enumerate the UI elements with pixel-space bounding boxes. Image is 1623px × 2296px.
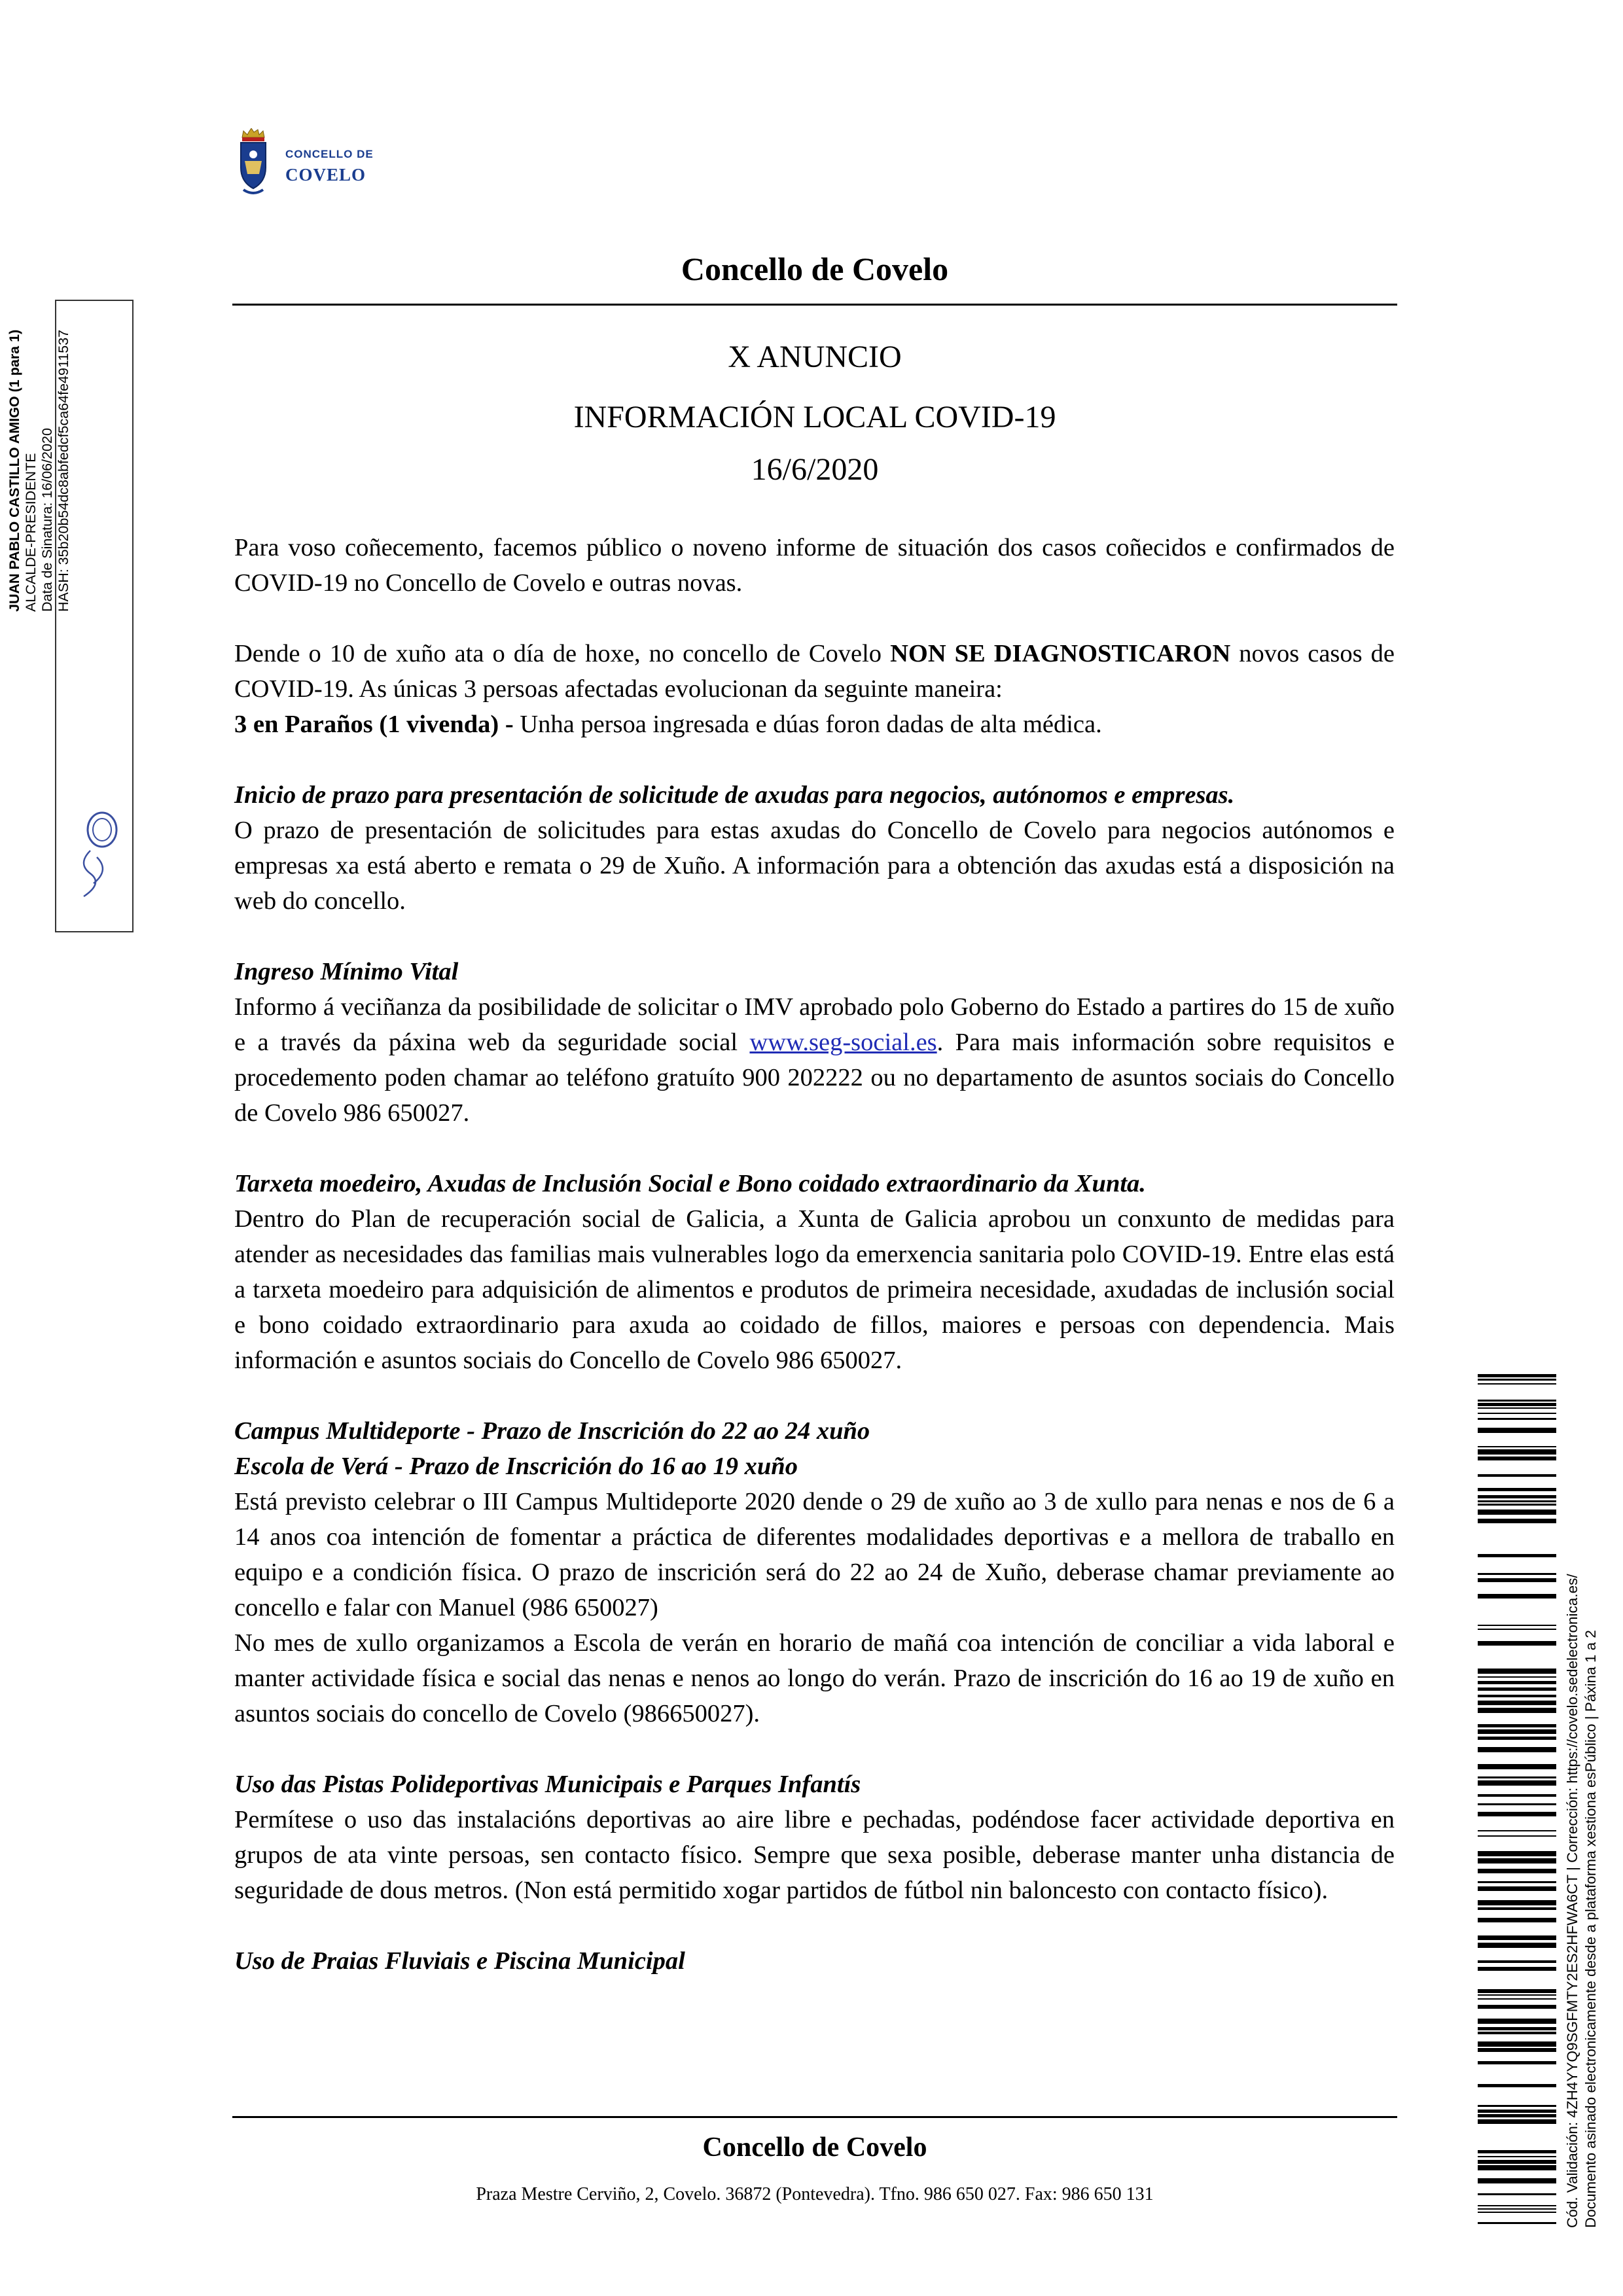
section-text-pistas: Permítese o uso das instalacións deportivas ao aire libre e pechadas, podéndose facer actividade deportiva en grupos de ata vinte persoas, sen contacto físico. Sempre que sexa posible, deberase manter unha distancia de seguridade de dous metros. (Non está permitido xogar partidos de fútbol nin baloncesto con contacto físico). [234, 1806, 1395, 1904]
section-text-axudas: O prazo de presentación de solicitudes para estas axudas do Concello de Covelo para negocios autónomos e empresas xa está aberto e remata o 29 de Xuño. A información para a obtención das axudas está a disposición na web do concello. [234, 817, 1395, 915]
section-heading-imv: Ingreso Mínimo Vital [234, 958, 459, 985]
document-body [234, 530, 1395, 1979]
announcement-number: X ANUNCIO [728, 340, 902, 374]
signature-details [7, 23, 72, 612]
footer-title: Concello de Covelo [702, 2132, 927, 2163]
signature-date: Data de Sinatura: 16/06/2020 [39, 428, 55, 612]
validation-barcode [1478, 1374, 1556, 2225]
signature-stamp-icon [71, 811, 123, 910]
section-heading-campus: Campus Multideporte - Prazo de Inscrición do 22 ao 24 xuño [234, 1417, 870, 1445]
intro-paragraph: Para voso coñecemento, facemos público o noveno informe de situación dos casos coñecidos e confirmados de COVID-19 no Concello de Covelo e outras novas. [234, 534, 1395, 597]
footer-address: Praza Mestre Cerviño, 2, Covelo. 36872 (Pontevedra). Tfno. 986 650 027. Fax: 986 650 131 [476, 2184, 1154, 2204]
section-heading-escola: Escola de Verá - Prazo de Inscrición do 16 ao 19 xuño [234, 1453, 798, 1480]
logo-text-covelo: COVELO [285, 165, 366, 185]
imv-text-post: . Para mais información sobre requisitos e procedemento poden chamar ao teléfono gratuíto 900 202222 ou no departamento de asuntos sociais do Concello de Covelo 986 650027. [234, 1029, 1395, 1127]
status-text-pre: Dende o 10 de xuño ata o día de hoxe, no concello de Covelo [234, 640, 891, 667]
announcement-date: 16/6/2020 [751, 452, 879, 487]
footer-rule [232, 2116, 1397, 2118]
logo-text-concello: CONCELLO DE [285, 148, 374, 160]
status-text-post: novos casos de COVID-19. As únicas 3 persoas afectadas evolucionan da seguinte maneira: [234, 640, 1395, 703]
section-heading-tarxeta: Tarxeta moedeiro, Axudas de Inclusión Social e Bono coidado extraordinario da Xunta. [234, 1170, 1146, 1197]
header-title: Concello de Covelo [681, 251, 949, 287]
status-detail-text: Unha persoa ingresada e dúas foron dadas de alta médica. [513, 711, 1102, 738]
coat-of-arms-icon [241, 128, 266, 193]
status-detail [234, 707, 1395, 742]
signature-hash: HASH: 35b20b54dc8abfedcf5ca64fe4911537 [56, 329, 71, 612]
status-detail-bold: 3 en Paraños (1 vivenda) - [234, 711, 514, 738]
section-heading-axudas: Inicio de prazo para presentación de solicitude de axudas para negocios, autónomos e empresas. [234, 781, 1235, 809]
section-text-campus: Está previsto celebrar o III Campus Multideporte 2020 dende o 29 de xuño ao 3 de xullo para nenas e nos de 6 a 14 anos coa intención de fomentar a práctica de diferentes modalidades deportivas e a mellora de traballo en equipo e a condición física. O prazo de inscrición será do 22 ao 24 de Xuño, deberase chamar previamente ao concello e falar con Manuel (986 650027) [234, 1488, 1395, 1621]
announcement-title: INFORMACIÓN LOCAL COVID-19 [573, 400, 1056, 434]
section-heading-praias: Uso de Praias Fluviais e Piscina Municipal [234, 1947, 685, 1975]
status-highlight: NON SE DIAGNOSTICARON [890, 640, 1231, 667]
section-text-escola: No mes de xullo organizamos a Escola de verán en horario de mañá coa intención de conciliar a vida laboral e manter actividade física e social das nenas e nenos ao longo do verán. Prazo de inscrición do 16 ao 19 de xuño en asuntos sociais do concello de Covelo (986650027). [234, 1629, 1395, 1727]
validation-platform: Documento asinado electronicamente desde a plataforma xestiona esPúblico | Páxina 1 a 2 [1582, 1630, 1599, 2228]
imv-text-pre: Informo á veciñanza da posibilidade de solicitar o IMV aprobado polo Goberno do Estado a partires do 15 de xuño e a través da páxina web da seguridade social [234, 993, 1395, 1056]
validation-text [1563, 1286, 1600, 2228]
seg-social-link[interactable]: www.seg-social.es [749, 1029, 937, 1056]
header-rule [232, 304, 1397, 306]
section-text-imv [234, 989, 1395, 1131]
section-heading-pistas: Uso das Pistas Polideportivas Municipais e Parques Infantís [234, 1771, 861, 1798]
signer-role: ALCALDE-PRESIDENTE [23, 453, 39, 612]
validation-code: Cód. Validación: 4ZH4YYQ9SGFMTY2ES2HFWA6CT | Corrección: https://covelo.sedelectronica.es/ [1564, 1574, 1580, 2228]
section-text-tarxeta: Dentro do Plan de recuperación social de Galicia, a Xunta de Galicia aprobou un conxunto de medidas para atender as necesidades das familias mais vulnerables logo da emerxencia sanitaria polo COVID-19. Entre elas está a tarxeta moedeiro para adquisición de alimentos e produtos de primeira necesidade, axudadas de inclusión social e bono coidado extraordinario para axuda ao coidado de fillos, maiores e persoas con dependencia. Mais información e asuntos sociais do Concello de Covelo 986 650027. [234, 1205, 1395, 1374]
signer-name: JUAN PABLO CASTILLO AMIGO (1 para 1) [7, 329, 22, 612]
status-paragraph [234, 636, 1395, 707]
